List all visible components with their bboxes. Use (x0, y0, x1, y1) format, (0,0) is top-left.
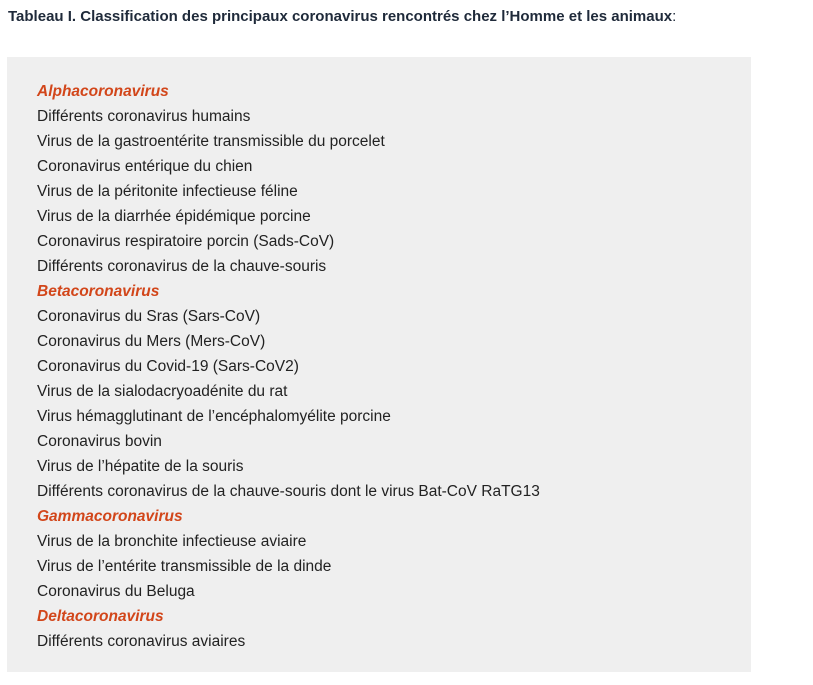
genus-heading-alphacoronavirus: Alphacoronavirus (37, 83, 169, 100)
list-item: Coronavirus du Sras (Sars-CoV) (37, 308, 261, 325)
list-item: Coronavirus du Mers (Mers-CoV) (37, 333, 266, 350)
table-title-text: Tableau I. Classification des principaux coronavirus rencontrés chez l’Homme et les animaux (8, 8, 673, 25)
list-item: Coronavirus du Beluga (37, 583, 195, 600)
classification-panel (7, 57, 751, 672)
list-item: Virus de la bronchite infectieuse aviaire (37, 533, 307, 550)
list-item: Coronavirus du Covid-19 (Sars-CoV2) (37, 358, 299, 375)
list-item: Coronavirus bovin (37, 433, 162, 450)
genus-heading-deltacoronavirus: Deltacoronavirus (37, 608, 164, 625)
list-item: Différents coronavirus de la chauve-souris (37, 258, 327, 275)
genus-heading-betacoronavirus: Betacoronavirus (37, 283, 160, 300)
list-item: Différents coronavirus humains (37, 108, 251, 125)
table-title-colon: : (672, 8, 677, 25)
list-item: Virus de l’entérite transmissible de la dinde (37, 558, 332, 575)
classification-list (37, 79, 540, 654)
list-item: Différents coronavirus aviaires (37, 633, 246, 650)
list-item: Virus hémagglutinant de l’encéphalomyélite porcine (37, 408, 391, 425)
list-item: Virus de la diarrhée épidémique porcine (37, 208, 311, 225)
list-item: Coronavirus entérique du chien (37, 158, 253, 175)
list-item: Différents coronavirus de la chauve-souris dont le virus Bat-CoV RaTG13 (37, 483, 540, 500)
list-item: Virus de la sialodacryoadénite du rat (37, 383, 288, 400)
table-title (8, 8, 676, 25)
list-item: Virus de la gastroentérite transmissible du porcelet (37, 133, 385, 150)
list-item: Virus de la péritonite infectieuse féline (37, 183, 298, 200)
list-item: Virus de l’hépatite de la souris (37, 458, 244, 475)
list-item: Coronavirus respiratoire porcin (Sads-CoV) (37, 233, 335, 250)
genus-heading-gammacoronavirus: Gammacoronavirus (37, 508, 183, 525)
